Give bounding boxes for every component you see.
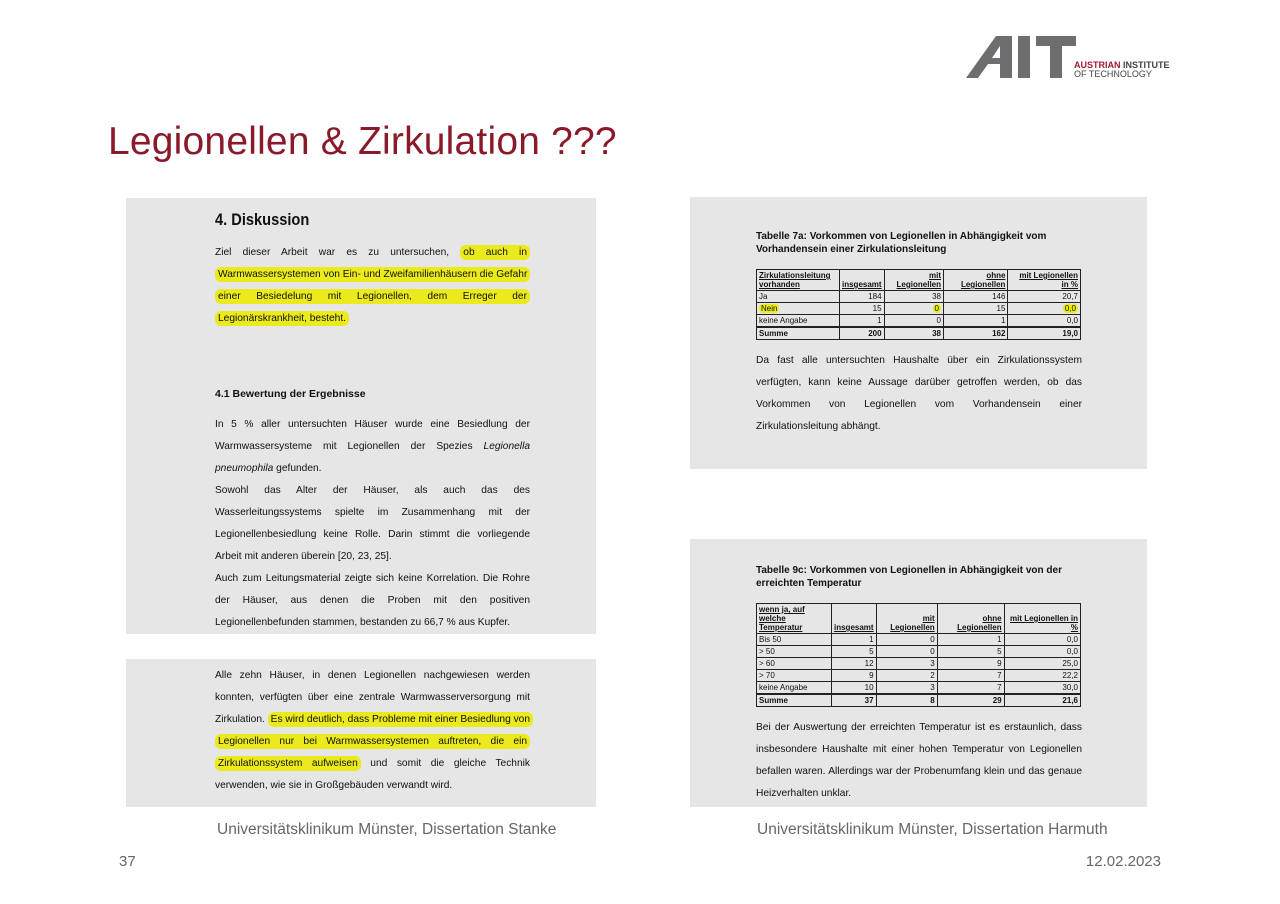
- left-caption: Universitätsklinikum Münster, Dissertation Stanke: [217, 821, 557, 838]
- table9c: [756, 603, 1081, 707]
- table9c-text: Bei der Auswertung der erreichten Temperatur ist es erstaunlich, dass insbesondere Haushalte mit einer hohen Temperatur von Legionellen befallen waren. Allerdings war der Probenumfang klein und das genaue Heizverhalten unklar.: [756, 722, 1082, 799]
- page-number: 37: [119, 853, 136, 870]
- table-sum-row: Summe 37 8 29 21,6: [757, 694, 1081, 707]
- conclusion-tail: und somit die gleiche Technik verwenden, wie sie in Großgebäuden verwandt wird.: [215, 758, 530, 791]
- table-row: Ja 184 38 146 20,7: [757, 291, 1081, 303]
- table-row: > 60 12 3 9 25,0: [757, 658, 1081, 670]
- table-row: keine Angabe 1 0 1 0,0: [757, 315, 1081, 328]
- slide-date: 12.02.2023: [1085, 853, 1161, 870]
- section-heading: 4. Diskussion: [215, 210, 310, 229]
- conclusion-excerpt: [215, 665, 530, 797]
- table9c-header-row: wenn ja, auf welche Temperatur insgesamt mit Legionellen ohne Legionellen mit Legionellen in %: [757, 604, 1081, 634]
- diskussion-excerpt: [215, 210, 530, 634]
- conclusion-plain: Alle zehn Häuser, in denen Legionellen nachgewiesen werden konnten, verfügten über eine zentrale Warmwasserversorgung mit Zirkulation.: [215, 670, 530, 725]
- table-row: keine Angabe 10 3 7 30,0: [757, 682, 1081, 695]
- conclusion-highlight: Es wird deutlich, dass Probleme mit einer Besiedlung von Legionellen nur bei Warmwassersystemen auftreten, die ein Zirkulationssystem aufweisen: [215, 712, 533, 771]
- table-row: Bis 50 1 0 1 0,0: [757, 634, 1081, 646]
- table9c-title: Tabelle 9c: Vorkommen von Legionellen in Abhängigkeit von der erreichten Temperatur: [756, 565, 1062, 589]
- subsection-heading: 4.1 Bewertung der Ergebnisse: [215, 388, 366, 400]
- logo-text: AUSTRIAN INSTITUTE OF TECHNOLOGY: [1074, 60, 1170, 79]
- table-row: > 50 5 0 5 0,0: [757, 646, 1081, 658]
- table7a-excerpt: [756, 230, 1082, 438]
- intro-paragraph: [215, 242, 530, 330]
- results-p3: Auch zum Leitungsmaterial zeigte sich keine Korrelation. Die Rohre der Häuser, aus denen die Proben mit den positiven Legionellenbefunden stammen, bestanden zu 66,7 % aus Kupfer.: [215, 573, 530, 628]
- table7a-title: Tabelle 7a: Vorkommen von Legionellen in Abhängigkeit vom Vorhandensein einer Zirkulationsleitung: [756, 231, 1047, 255]
- table7a: [756, 269, 1081, 340]
- intro-plain: Ziel dieser Arbeit war es zu untersuchen,: [215, 247, 461, 258]
- ait-logo-mark: [966, 34, 1078, 80]
- results-p2: Sowohl das Alter der Häuser, als auch das des Wasserleitungssystems spielte im Zusammenhang mit der Legionellenbesiedlung keine Rolle. Darin stimmt die vorliegende Arbeit mit anderen überein [20, 23, 25].: [215, 485, 530, 562]
- right-caption: Universitätsklinikum Münster, Dissertation Harmuth: [757, 821, 1108, 838]
- ait-logo: [966, 34, 1176, 80]
- slide-title: Legionellen & Zirkulation ???: [108, 120, 617, 163]
- table7a-header-row: Zirkulationsleitung vorhanden insgesamt mit Legionellen ohne Legionellen mit Legionellen in %: [757, 270, 1081, 291]
- table-sum-row: Summe 200 38 162 19,0: [757, 327, 1081, 340]
- table9c-excerpt: [756, 564, 1082, 805]
- intro-highlight: ob auch in Warmwassersystemen von Ein- und Zweifamilienhäusern die Gefahr einer Besiedelung mit Legionellen, dem Erreger der Legionärskrankheit, besteht.: [215, 245, 530, 326]
- results-p1: In 5 % aller untersuchten Häuser wurde eine Besiedlung der Warmwassersysteme mit Legionellen der Spezies Legionella pneumophila gefunden.: [215, 419, 530, 474]
- table-row: Nein 15 0 15 0,0: [757, 303, 1081, 315]
- results-text: [215, 414, 530, 634]
- table7a-text: Da fast alle untersuchten Haushalte über ein Zirkulationssystem verfügten, kann keine Aussage darüber getroffen werden, ob das Vorkommen von Legionellen vom Vorhandensein einer Zirkulationsleitung abhängt.: [756, 355, 1082, 432]
- table-row: > 70 9 2 7 22,2: [757, 670, 1081, 682]
